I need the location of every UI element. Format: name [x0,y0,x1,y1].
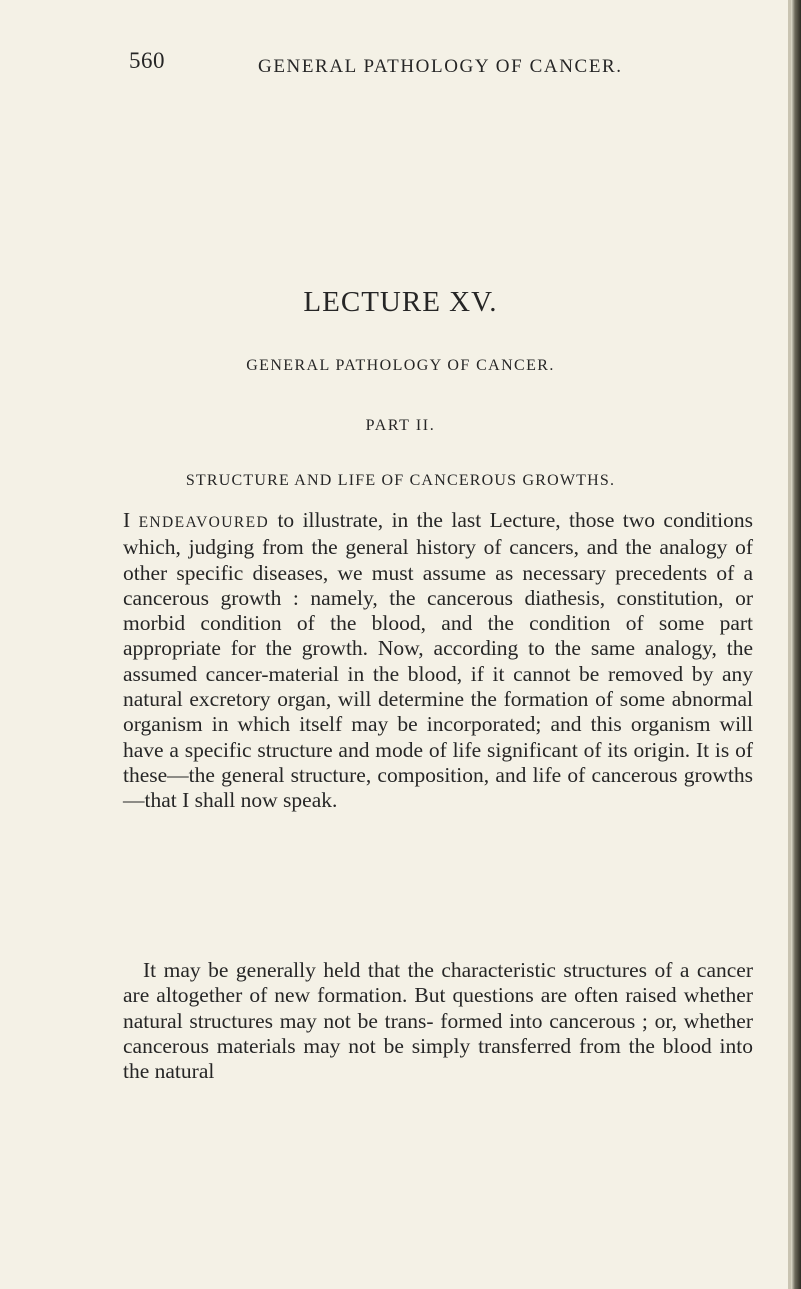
running-head: GENERAL PATHOLOGY OF CANCER. [258,56,623,77]
paragraph-1-text: to illustrate, in the last Lecture, those two conditions which, judging from the general history of cancers, and the analogy of other specific diseases, we must assume as necessary precedents of a cancerous growth : namely, the cancerous diathesis, constitution, or morbid condition of the blood, and the condition of some part appropriate for the growth. Now, according to the same analogy, the assumed cancer-material in the blood, if it cannot be removed by any natural excretory organ, will determine the formation of some abnormal organism in which itself may be incorporated; and this organism will have a specific structure and mode of life significant of its origin. It is of these—the general structure, composition, and life of cancerous growths—that I shall now speak. [123,508,753,813]
lecture-subject: GENERAL PATHOLOGY OF CANCER. [246,357,555,374]
paragraph-1-lead: I ENDEAVOURED [123,508,270,532]
paragraph-1 [123,508,753,814]
paragraph-2-text: It may be generally held that the characteristic structures of a cancer are altogether of new formation. But questions are often raised whether natural structures may not be trans- formed into cancerous ; or, whether cancerous materials may not be simply transferred from the blood into the natural [123,958,753,1084]
lecture-topic: STRUCTURE AND LIFE OF CANCEROUS GROWTHS. [185,472,616,489]
page-number: 560 [129,48,165,73]
page-edge [791,0,801,1289]
paragraph-2 [123,958,753,1084]
lecture-part: PART II. [365,417,436,434]
lecture-title: LECTURE XV. [303,286,498,318]
